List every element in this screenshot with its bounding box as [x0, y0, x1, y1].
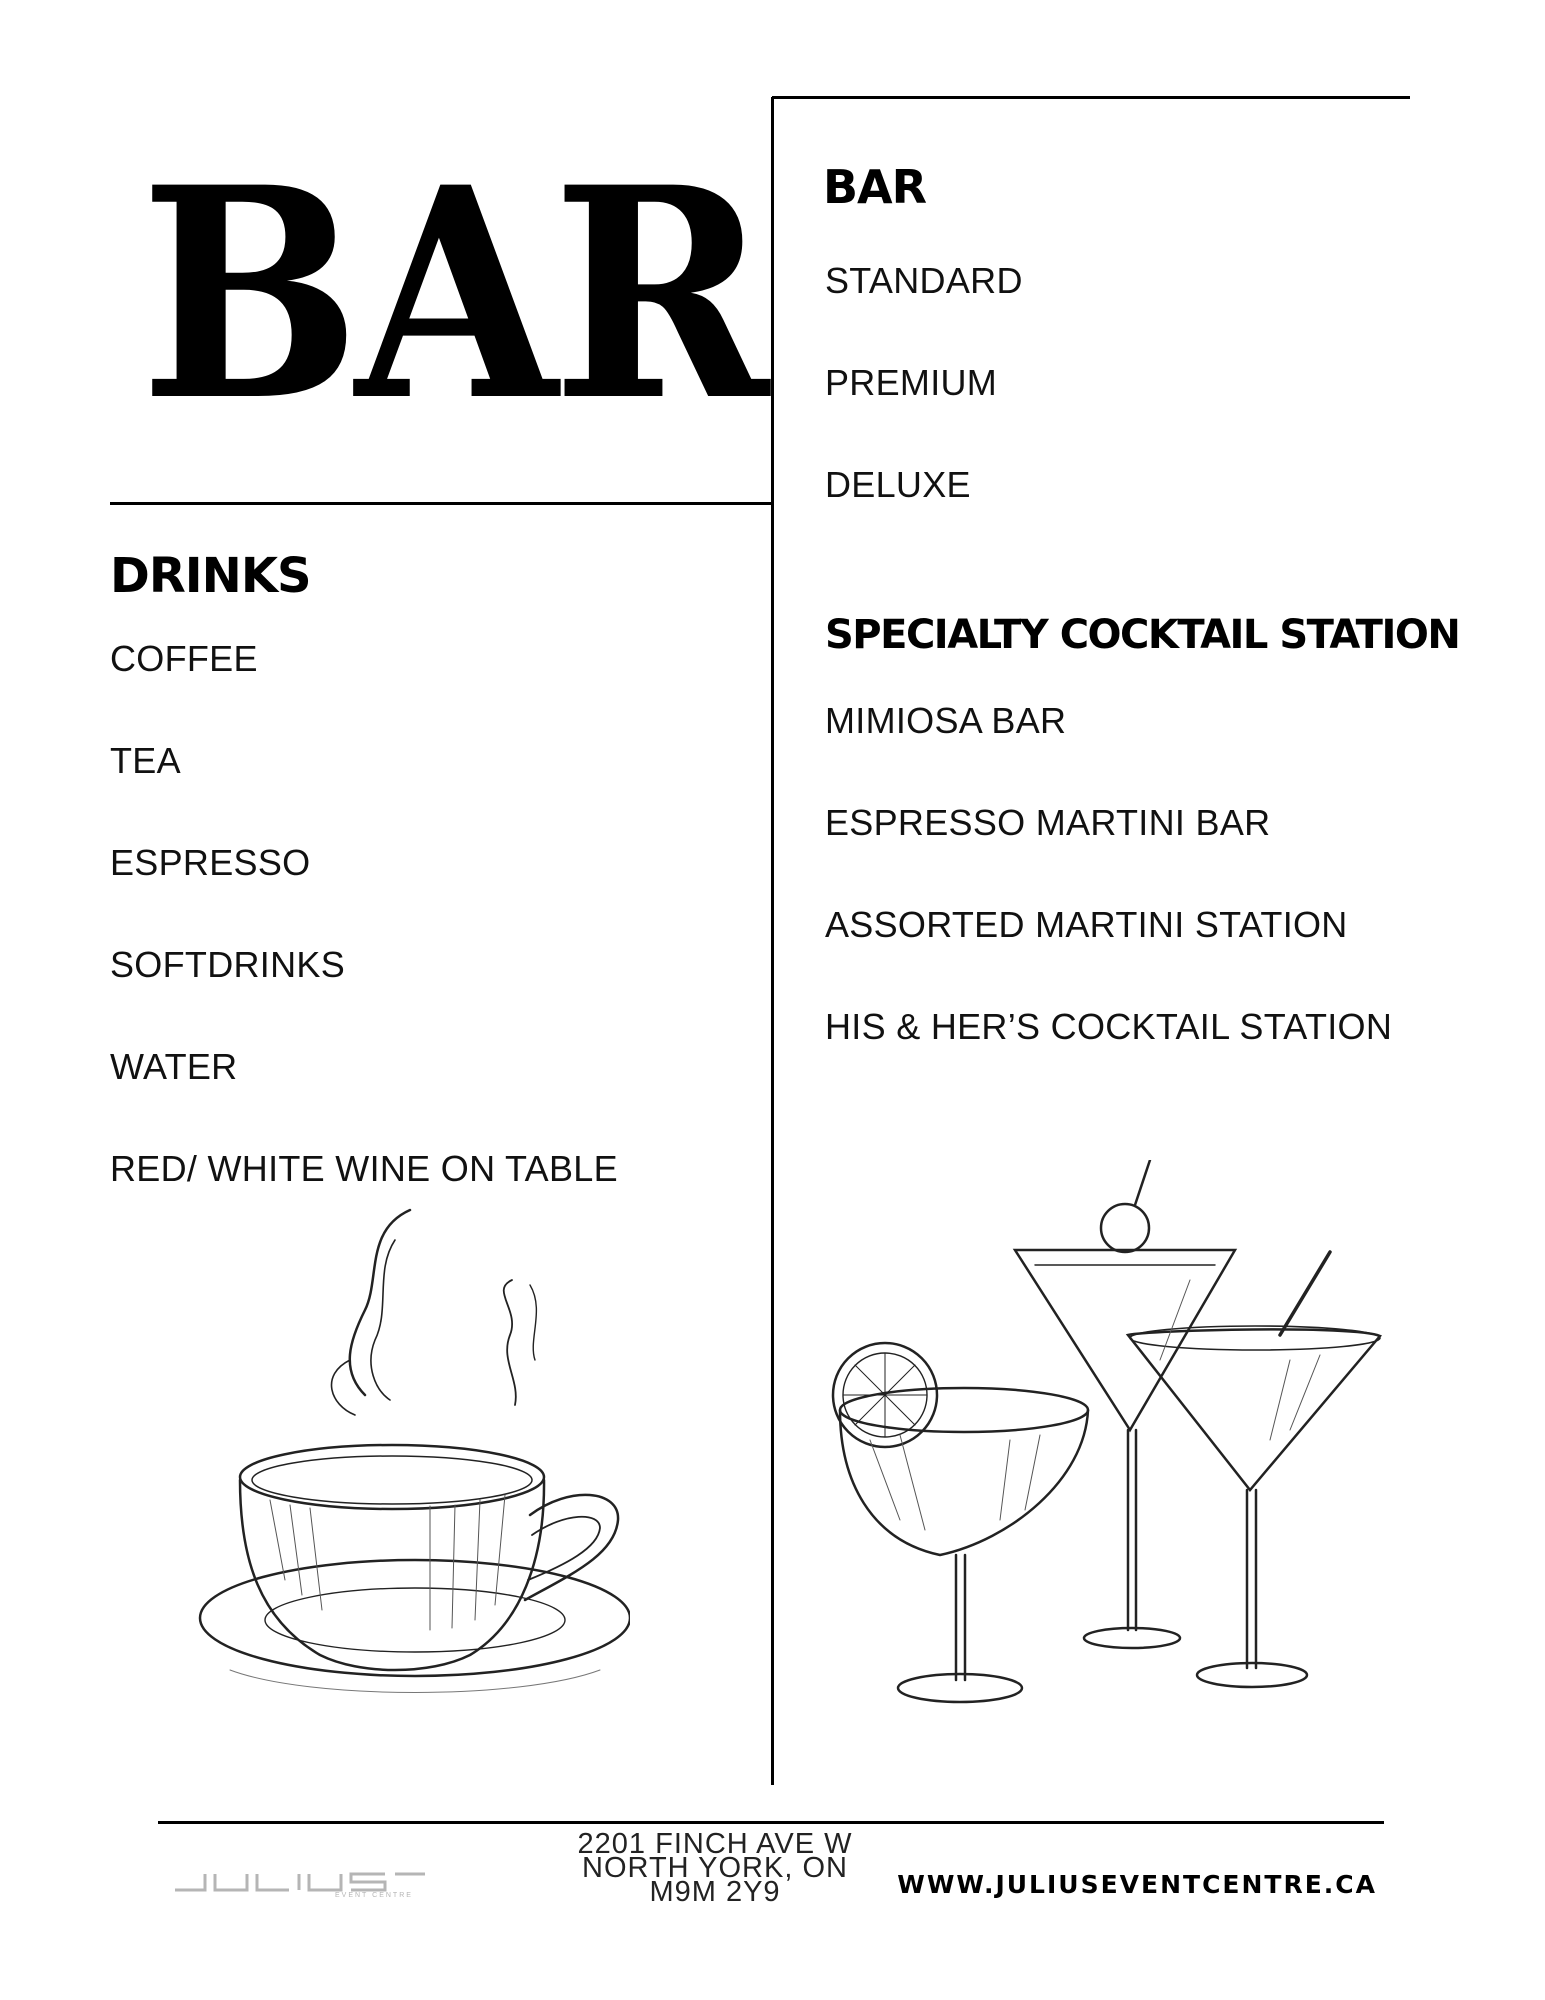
footer-divider: [158, 1821, 1384, 1824]
julius-logo-subtext: EVENT CENTRE: [335, 1892, 413, 1899]
specialty-item: HIS & HER’S COCKTAIL STATION: [825, 1006, 1393, 1047]
top-right-divider: [772, 96, 1410, 99]
specialty-item: ASSORTED MARTINI STATION: [825, 904, 1348, 945]
address-line: NORTH YORK, ON: [582, 1852, 848, 1884]
vertical-divider: [771, 97, 774, 1785]
left-section-divider: [110, 502, 773, 505]
drinks-item: WATER: [110, 1046, 238, 1087]
specialty-item: ESPRESSO MARTINI BAR: [825, 802, 1271, 843]
drinks-item: COFFEE: [110, 638, 258, 679]
specialty-heading: SPECIALTY COCKTAIL STATION: [825, 612, 1460, 658]
drinks-heading: DRINKS: [110, 548, 311, 604]
bar-heading: BAR: [823, 160, 927, 214]
footer-address: [565, 1828, 865, 1908]
drinks-item: SOFTDRINKS: [110, 944, 346, 985]
coffee-cup-illustration: [190, 1200, 630, 1720]
page-title: BAR: [140, 125, 764, 465]
drinks-item: ESPRESSO: [110, 842, 311, 883]
bar-item: PREMIUM: [825, 362, 998, 403]
bar-item: DELUXE: [825, 464, 971, 505]
drinks-item: TEA: [110, 740, 181, 781]
address-line: 2201 FINCH AVE W: [577, 1828, 853, 1860]
specialty-item: MIMIOSA BAR: [825, 700, 1067, 741]
website-link[interactable]: WWW.JULIUSEVENTCENTRE.CA: [897, 1870, 1377, 1899]
julius-logo: [175, 1872, 425, 1907]
bar-item: STANDARD: [825, 260, 1023, 301]
address-line: M9M 2Y9: [649, 1876, 781, 1908]
drinks-item: RED/ WHITE WINE ON TABLE: [110, 1148, 618, 1189]
cocktail-glasses-illustration: [810, 1160, 1390, 1740]
